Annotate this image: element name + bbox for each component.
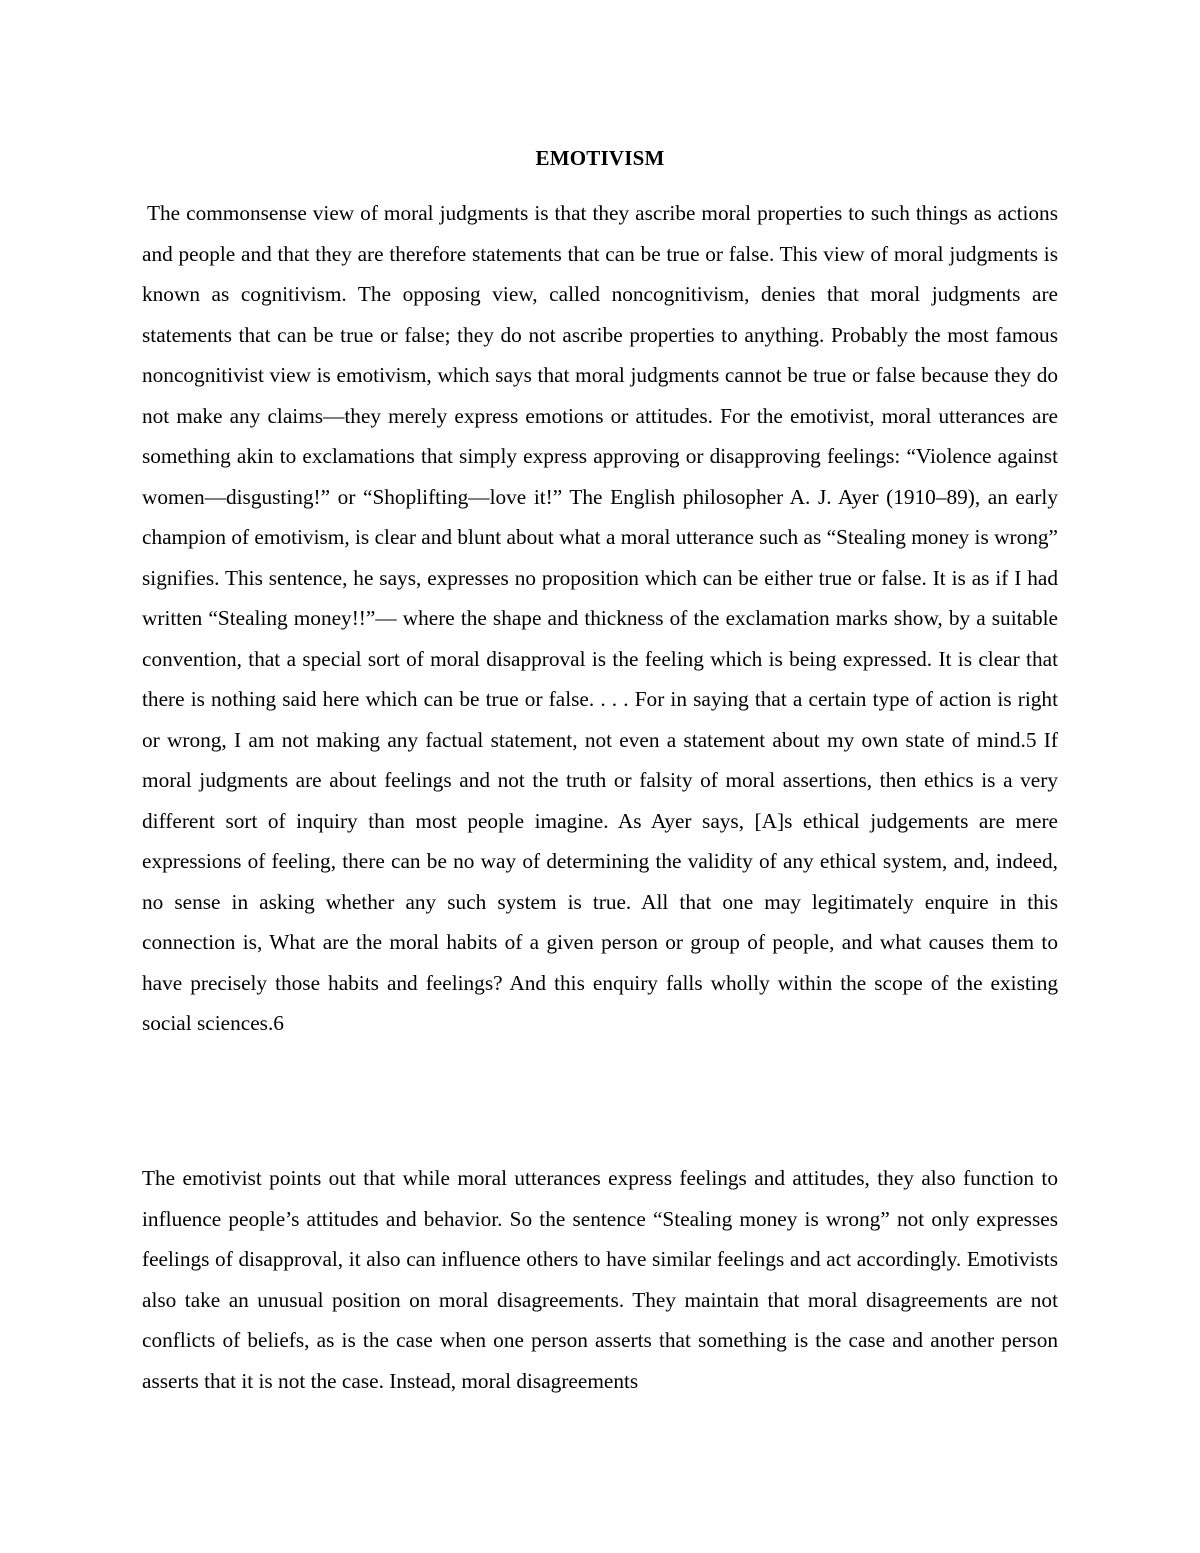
body-paragraph-1: The commonsense view of moral judgments is that they ascribe moral properties to such things as actions and people and that they are therefore statements that can be true or false. This view of moral judgments is known as cognitivism. The opposing view, called noncognitivism, denies that moral judgments are statements that can be true or false; they do not ascribe properties to anything. Probably the most famous noncognitivist view is emotivism, which says that moral judgments cannot be true or false because they do not make any claims—they merely express emotions or attitudes. For the emotivist, moral utterances are something akin to exclamations that simply express approving or disapproving feelings: “Violence against women—disgusting!” or “Shoplifting—love it!” The English philosopher A. J. Ayer (1910–89), an early champion of emotivism, is clear and blunt about what a moral utterance such as “Stealing money is wrong” signifies. This sentence, he says, expresses no proposition which can be either true or false. It is as if I had written “Stealing money!!”— where the shape and thickness of the exclamation marks show, by a suitable convention, that a special sort of moral disapproval is the feeling which is being expressed. It is clear that there is nothing said here which can be true or false. . . . For in saying that a certain type of action is right or wrong, I am not making any factual statement, not even a statement about my own state of mind.5 If moral judgments are about feelings and not the truth or falsity of moral assertions, then ethics is a very different sort of inquiry than most people imagine. As Ayer says, [A]s ethical judgements are mere expressions of feeling, there can be no way of determining the validity of any ethical system, and, indeed, no sense in asking whether any such system is true. All that one may legitimately enquire in this connection is, What are the moral habits of a given person or group of people, and what causes them to have precisely those habits and feelings? And this enquiry falls wholly within the scope of the existing social sciences.6 xyxy=(142,201,1058,1035)
body-paragraph-2: The emotivist points out that while moral utterances express feelings and attitudes, they also function to influence people’s attitudes and behavior. So the sentence “Stealing money is wrong” not only expresses feelings of disapproval, it also can influence others to have similar feelings and act accordingly. Emotivists also take an unusual position on moral disagreements. They maintain that moral disagreements are not conflicts of beliefs, as is the case when one person asserts that something is the case and another person asserts that it is not the case. Instead, moral disagreements xyxy=(142,1166,1058,1393)
document-title: EMOTIVISM xyxy=(535,146,665,170)
